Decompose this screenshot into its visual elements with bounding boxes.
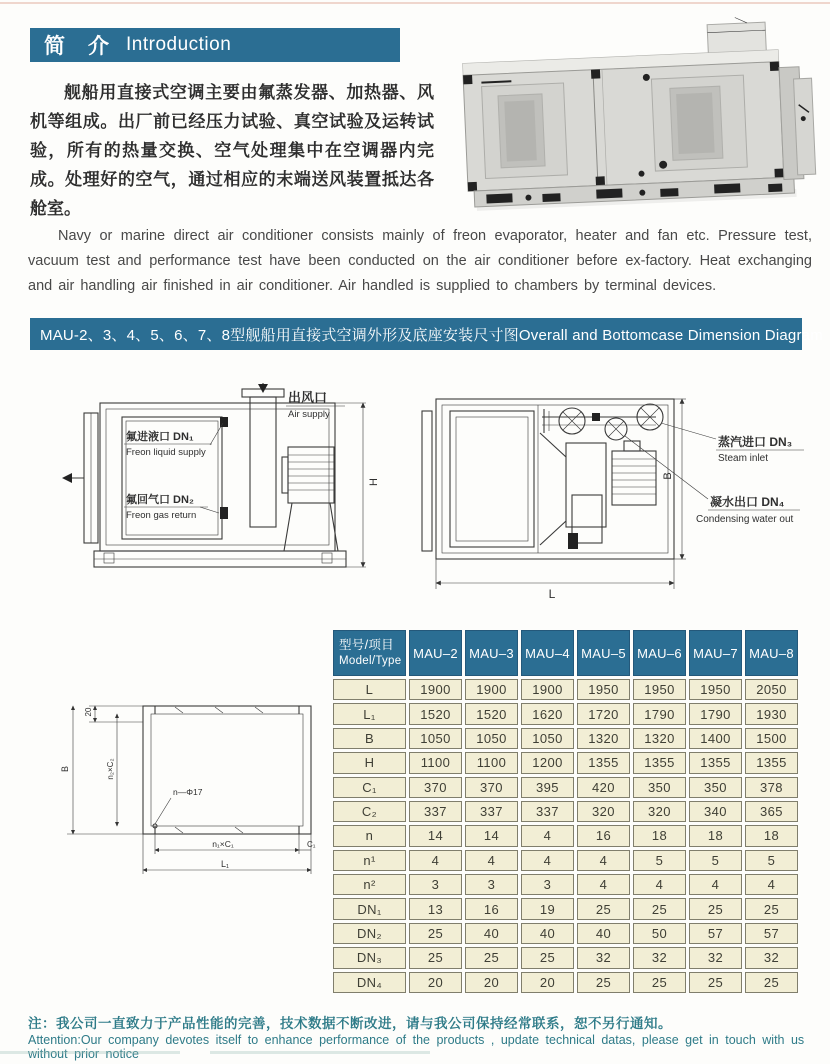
intro-title-en: Introduction [126,34,232,55]
dimension-table [333,630,798,993]
table-cell: 1320 [577,728,630,749]
dim-c1-label: C₁ [307,840,316,849]
table-cell: 4 [465,850,518,871]
table-cell: 32 [577,947,630,968]
table-cell: 20 [521,972,574,993]
table-model-header: MAU–2 [409,630,462,676]
table-model-header: MAU–8 [745,630,798,676]
table-row-label: C₂ [333,801,406,822]
table-cell: 25 [521,947,574,968]
table-cell: 18 [745,825,798,846]
table-cell: 337 [409,801,462,822]
table-cell: 25 [745,898,798,919]
base-frame-drawing [55,678,335,888]
table-cell: 14 [409,825,462,846]
table-cell: 4 [745,874,798,895]
table-row-label: n² [333,874,406,895]
table-cell: 5 [745,850,798,871]
table-cell: 57 [745,923,798,944]
table-row-label: DN₂ [333,923,406,944]
air-handling-unit-illustration [461,16,817,211]
table-cell: 25 [633,972,686,993]
table-cell: 4 [521,825,574,846]
intro-title-zh: 简 介 [44,35,110,58]
table-cell: 25 [689,898,742,919]
table-row-label: L₁ [333,703,406,724]
table-cell: 1320 [633,728,686,749]
table-cell: 1400 [689,728,742,749]
table-cell: 18 [689,825,742,846]
table-cell: 4 [689,874,742,895]
hole-callout-label: n—Φ17 [173,787,203,797]
table-cell: 1900 [465,679,518,700]
table-cell: 4 [409,850,462,871]
dim-20-label: 20 [84,707,93,717]
steam-inlet-label-zh: 蒸汽进口 DN₃ [718,435,793,449]
side-view-diagram [60,383,380,623]
table-cell: 1355 [633,752,686,773]
dim-l1-label: L₁ [220,859,230,869]
table-model-header: MAU–7 [689,630,742,676]
unit-photo [443,16,825,212]
table-cell: 1720 [577,703,630,724]
table-model-header: MAU–4 [521,630,574,676]
table-cell: 1790 [633,703,686,724]
scan-artifact [210,1051,430,1054]
table-cell: 32 [633,947,686,968]
dimension-section-header [30,318,823,350]
table-cell: 40 [521,923,574,944]
table-cell: 1100 [465,752,518,773]
table-row-label: L [333,679,406,700]
table-model-header: MAU–5 [577,630,630,676]
table-cell: 1520 [465,703,518,724]
scan-artifact [0,1051,180,1054]
intro-paragraph-zh: 舰船用直接式空调主要由氟蒸发器、加热器、风机等组成。出厂前已经压力试验、真空试验及运转试验，所有的热量交换、空气处理集中在空调器内完成。处理好的空气，通过相应的末端送风装置抵达各舱室。 [30,83,434,218]
table-row-label: DN₃ [333,947,406,968]
table-cell: 40 [577,923,630,944]
table-cell: 320 [633,801,686,822]
table-cell: 350 [633,777,686,798]
table-cell: 14 [465,825,518,846]
condensing-label-zh: 凝水出口 DN₄ [710,495,785,509]
intro-section-header [30,28,400,62]
table-cell: 32 [745,947,798,968]
table-row-label: n¹ [333,850,406,871]
table-cell: 3 [465,874,518,895]
table-cell: 40 [465,923,518,944]
table-cell: 395 [521,777,574,798]
table-row-label: B [333,728,406,749]
table-corner-header: 型号/项目 Model/Type [333,630,406,676]
table-cell: 4 [633,874,686,895]
table-cell: 378 [745,777,798,798]
dim-b-label: B [662,472,674,480]
table-cell: 1200 [521,752,574,773]
table-cell: 337 [465,801,518,822]
table-model-header: MAU–3 [465,630,518,676]
table-cell: 1050 [409,728,462,749]
table-cell: 340 [689,801,742,822]
table-cell: 1790 [689,703,742,724]
steam-inlet-label-en: Steam inlet [718,453,769,464]
table-cell: 25 [409,923,462,944]
table-row-label: C₁ [333,777,406,798]
table-cell: 1355 [689,752,742,773]
table-cell: 1050 [521,728,574,749]
table-cell: 1355 [577,752,630,773]
table-cell: 19 [521,898,574,919]
table-cell: 13 [409,898,462,919]
table-cell: 3 [409,874,462,895]
dimension-section-title: MAU-2、3、4、5、6、7、8型舰船用直接式空调外形及底座安装尺寸图Overall and Bottomcase Dimension Diagram [40,326,823,344]
table-cell: 16 [465,898,518,919]
table-cell: 18 [633,825,686,846]
freon-liquid-label-en: Freon liquid supply [126,447,206,458]
table-cell: 20 [465,972,518,993]
freon-gas-label-en: Freon gas return [126,510,197,521]
dim-h-label: H [368,478,380,486]
top-view-diagram [420,383,820,623]
freon-gas-label-zh: 氟回气口 DN₂ [126,494,194,506]
table-cell: 25 [745,972,798,993]
table-cell: 3 [521,874,574,895]
table-row-label: DN₄ [333,972,406,993]
table-row-label: n [333,825,406,846]
table-cell: 25 [577,972,630,993]
condensing-label-en: Condensing water out [696,514,794,525]
table-cell: 25 [409,947,462,968]
table-cell: 25 [577,898,630,919]
table-cell: 1900 [521,679,574,700]
table-cell: 365 [745,801,798,822]
table-cell: 1355 [745,752,798,773]
freon-liquid-label-zh: 氟进液口 DN₁ [126,431,194,443]
page-top-divider [0,2,830,4]
dim-l-label: L [548,587,556,601]
table-cell: 4 [577,850,630,871]
note-zh: 注：我公司一直致力于产品性能的完善，技术数据不断改进，请与我公司保持经常联系，恕不另行通知。 [28,1016,672,1031]
dim-n2c2-label: n₂×C₂ [106,758,115,780]
table-cell: 57 [689,923,742,944]
table-cell: 25 [465,947,518,968]
table-cell: 1620 [521,703,574,724]
table-cell: 420 [577,777,630,798]
table-cell: 350 [689,777,742,798]
table-cell: 1950 [689,679,742,700]
table-cell: 1950 [577,679,630,700]
table-cell: 1900 [409,679,462,700]
table-row-label: DN₁ [333,898,406,919]
table-cell: 16 [577,825,630,846]
table-cell: 1950 [633,679,686,700]
table-cell: 4 [577,874,630,895]
dim-b2-label: B [60,765,70,773]
dim-n1c1-label: n₁×C₁ [212,839,234,849]
table-row-label: H [333,752,406,773]
table-cell: 5 [633,850,686,871]
table-cell: 32 [689,947,742,968]
cabinet-top-view [422,399,716,589]
table-cell: 1930 [745,703,798,724]
table-model-header: MAU–6 [633,630,686,676]
air-supply-label-en: Air supply [288,409,330,420]
intro-paragraph-en: Navy or marine direct air conditioner consists mainly of freon evaporator, heater and fan etc. Pressure test, vacuum test and performance test have been conducted on the air conditioner before ex-factory. Heat exchanging and air handling air finished in air conditioner. Air handled is supplied to chambers by terminal devices. [28,228,812,294]
table-cell: 25 [689,972,742,993]
table-cell: 370 [465,777,518,798]
table-cell: 1050 [465,728,518,749]
table-cell: 25 [633,898,686,919]
table-cell: 1100 [409,752,462,773]
table-cell: 320 [577,801,630,822]
table-cell: 20 [409,972,462,993]
table-cell: 2050 [745,679,798,700]
table-cell: 4 [521,850,574,871]
air-supply-label-zh: 出风口 [288,390,328,405]
table-cell: 370 [409,777,462,798]
table-cell: 1520 [409,703,462,724]
table-cell: 50 [633,923,686,944]
table-cell: 337 [521,801,574,822]
note-en: Attention:Our company devotes itself to enhance performance of the products , update technical datas, please get in touch with us without prior notice [28,1033,805,1061]
table-cell: 5 [689,850,742,871]
table-cell: 1500 [745,728,798,749]
